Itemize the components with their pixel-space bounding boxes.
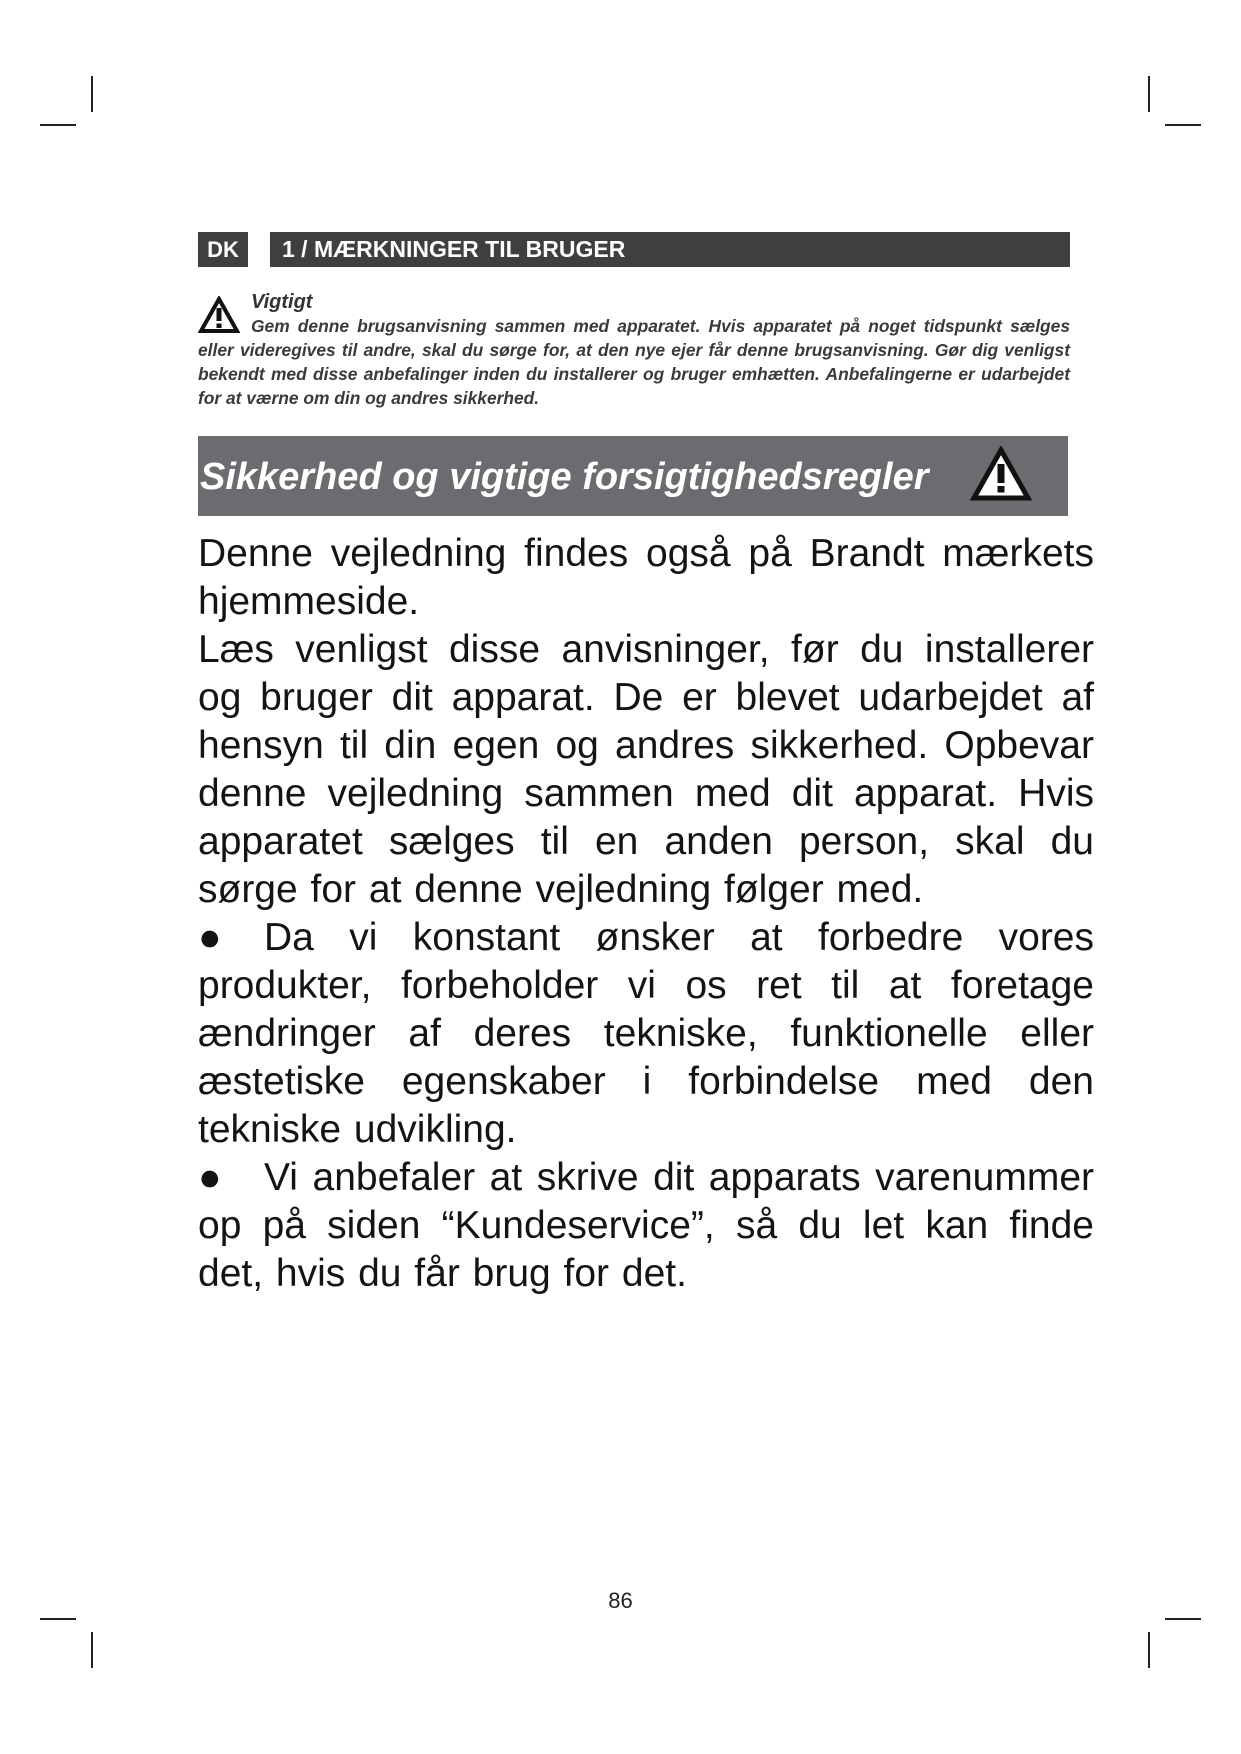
important-title: Vigtigt xyxy=(251,291,313,313)
instructions-paragraph: Læs venligst disse anvisninger, før du installerer og bruger dit apparat. De er blevet udarbejdet af hensyn til din egen og andres sikkerhed. Opbevar denne vejledning sammen med dit apparat. Hvis apparatet sælges til en anden person, skal du sørge for at denne vejledning følger med. xyxy=(198,628,1094,911)
intro-paragraph: Denne vejledning findes også på Brandt mærkets hjemmeside. xyxy=(198,532,1094,623)
bullet-marker: ● xyxy=(198,1156,222,1199)
bullet-marker: ● xyxy=(198,916,222,959)
crop-mark xyxy=(1148,1632,1150,1668)
warning-triangle-icon xyxy=(970,446,1032,502)
bullet-text: Vi anbefaler at skrive dit apparats varenummer op på siden “Kundeservice”, så du let kan finde det, hvis du får brug for det. xyxy=(198,1156,1094,1295)
bullet-item xyxy=(198,1154,1094,1298)
bullet-item xyxy=(198,914,1094,1154)
language-tag: DK xyxy=(198,232,248,267)
important-note xyxy=(198,290,1070,410)
warning-triangle-icon xyxy=(198,296,240,334)
page-number: 86 xyxy=(608,1588,633,1613)
crop-mark xyxy=(40,1618,76,1620)
crop-mark xyxy=(1165,1618,1201,1620)
safety-title: Sikkerhed og vigtige forsigtighedsregler xyxy=(200,456,929,498)
important-text: Gem denne brugsanvisning sammen med apparatet. Hvis apparatet på noget tidspunkt sælges eller videregives til andre, skal du sørge for, at den nye ejer får denne brugsanvisning. Gør dig venligst bekendt med disse anbefalinger inden du installerer og bruger emhætten. Anbefalingerne er udarbejdet for at værne om din og andres sikkerhed. xyxy=(198,316,1070,408)
section-title: 1 / MÆRKNINGER TIL BRUGER xyxy=(270,232,1070,267)
crop-mark xyxy=(91,1632,93,1668)
crop-mark xyxy=(91,76,93,112)
crop-mark xyxy=(1165,124,1201,126)
section-header xyxy=(198,232,1070,267)
crop-mark xyxy=(1148,76,1150,112)
crop-mark xyxy=(40,124,76,126)
safety-banner xyxy=(198,436,1068,516)
body-text xyxy=(198,530,1094,1298)
bullet-text: Da vi konstant ønsker at forbedre vores produkter, forbeholder vi os ret til at foretage ændringer af deres tekniske, funktionelle eller æstetiske egenskaber i forbindelse med den tekniske udvikling. xyxy=(198,916,1094,1151)
